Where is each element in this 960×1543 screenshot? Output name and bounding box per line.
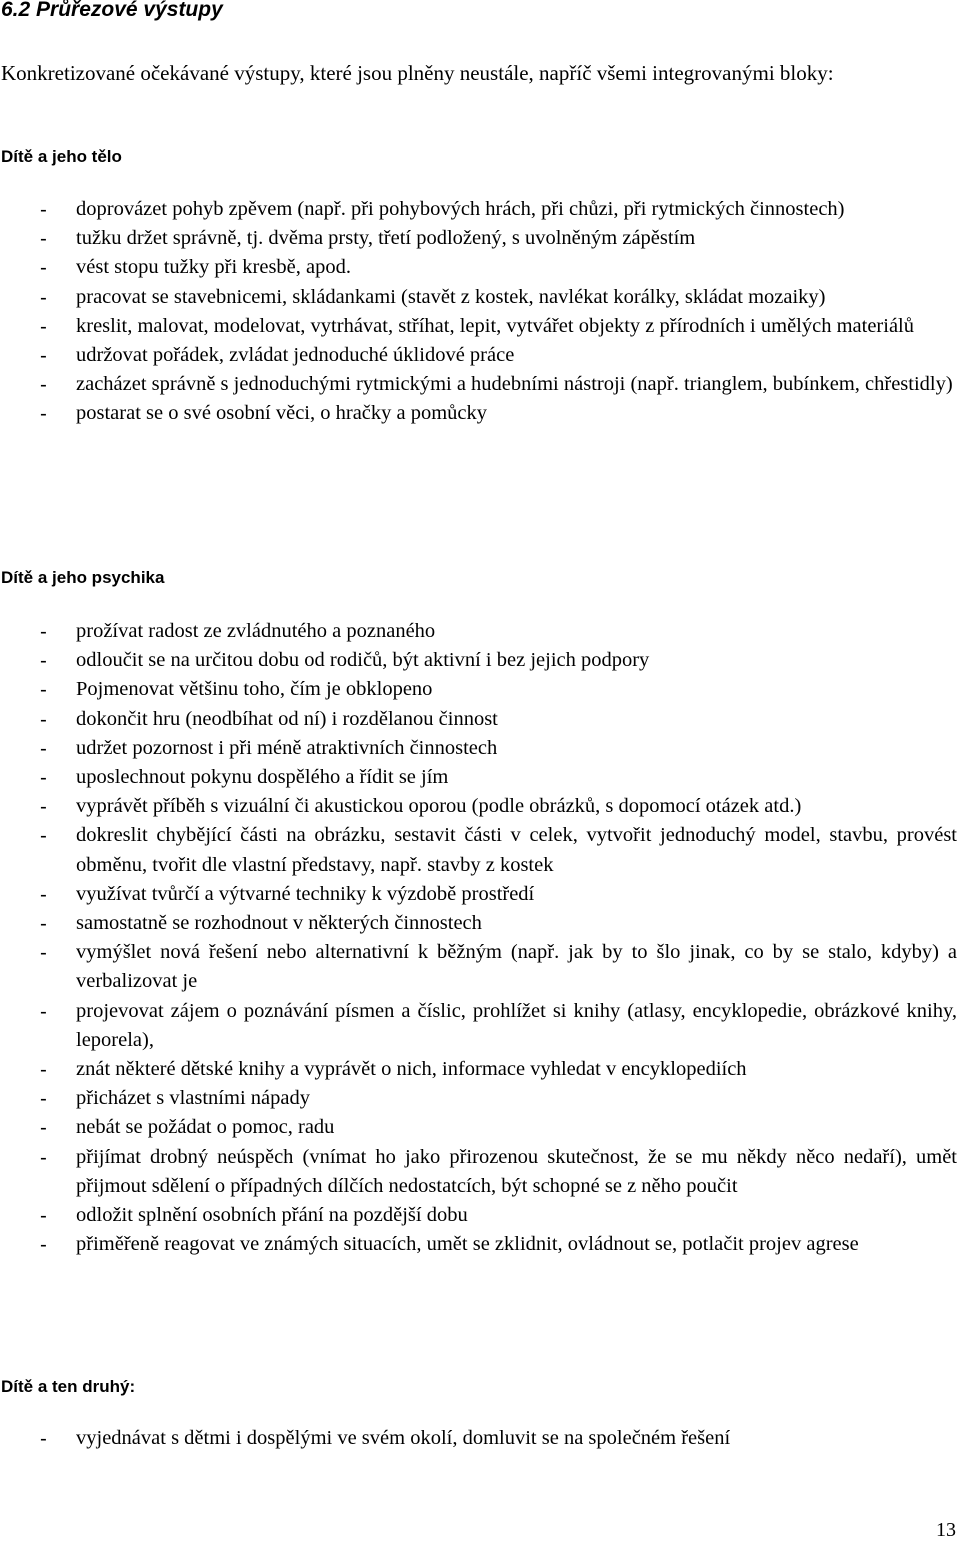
list-item — [0, 705, 957, 734]
list-item — [0, 253, 957, 282]
bullet-dash: - — [40, 1058, 47, 1082]
list-item-text: vymýšlet nová řešení nebo alternativní k běžným (např. jak by to šlo jinak, co by se stalo, kdyby) a verbalizovat je — [76, 941, 957, 993]
bullet-dash: - — [40, 402, 47, 426]
bullet-dash: - — [40, 678, 47, 702]
list-item — [0, 792, 957, 821]
list-item-text: přiměřeně reagovat ve známých situacích, umět se zklidnit, ovládnout se, potlačit projev agrese — [76, 1233, 859, 1256]
list-item-text: samostatně se rozhodnout v některých činnostech — [76, 912, 482, 935]
bullet-dash: - — [40, 1145, 47, 1169]
bullet-dash: - — [40, 1233, 47, 1257]
list-item-text: nebát se požádat o pomoc, radu — [76, 1116, 335, 1139]
bullet-dash: - — [40, 227, 47, 251]
list-item-text: zacházet správně s jednoduchými rytmickými a hudebními nástroji (např. trianglem, bubínkem, chřestidly) — [76, 373, 953, 396]
list-item — [0, 821, 957, 879]
list-item — [0, 646, 957, 675]
section-title: 6.2 Průřezové výstupy — [1, 0, 223, 21]
bullet-dash: - — [40, 1116, 47, 1140]
list-item — [0, 224, 957, 253]
bullet-dash: - — [40, 649, 47, 673]
bullet-dash: - — [40, 736, 47, 760]
list-item — [0, 341, 957, 370]
list-psyche — [0, 617, 957, 1259]
list-item-text: doprovázet pohyb zpěvem (např. při pohybových hrách, při chůzi, při rytmických činnostech) — [76, 198, 845, 220]
list-item-text: pracovat se stavebnicemi, skládankami (stavět z kostek, navlékat korálky, skládat mozaiky) — [76, 285, 826, 308]
bullet-dash: - — [40, 824, 47, 848]
list-item-text: prožívat radost ze zvládnutého a poznaného — [76, 620, 436, 642]
list-item-text: vést stopu tužky při kresbě, apod. — [76, 256, 351, 279]
bullet-dash: - — [40, 620, 47, 643]
list-item-text: přicházet s vlastními nápady — [76, 1087, 310, 1110]
bullet-dash: - — [40, 256, 47, 280]
list-item — [0, 734, 957, 763]
list-item-text: udržet pozornost i při méně atraktivních činnostech — [76, 736, 498, 759]
list-item — [0, 909, 957, 938]
list-item — [0, 1424, 957, 1453]
list-item — [0, 1143, 957, 1201]
list-item-text: postarat se o své osobní věci, o hračky a pomůcky — [76, 402, 488, 425]
bullet-dash: - — [40, 882, 47, 906]
bullet-dash: - — [40, 766, 47, 790]
list-item — [0, 1055, 957, 1084]
list-item — [0, 399, 957, 428]
list-item-text: kreslit, malovat, modelovat, vytrhávat, stříhat, lepit, vytvářet objekty z přírodních i umělých materiálů — [76, 314, 914, 337]
intro-paragraph: Konkretizované očekávané výstupy, které jsou plněny neustále, napříč všemi integrovanými bloky: — [1, 61, 834, 85]
subheading-psyche: Dítě a jeho psychika — [1, 568, 165, 587]
list-item — [0, 370, 957, 399]
list-item — [0, 997, 957, 1055]
list-item-text: dokreslit chybějící části na obrázku, sestavit části v celek, vytvořit jednoduchý model, stavbu, provést obměnu, tvořit dle vlastní představy, např. stavby z kostek — [76, 824, 957, 876]
list-item-text: odloučit se na určitou dobu od rodičů, být aktivní i bez jejich podpory — [76, 649, 650, 672]
list-body — [0, 195, 957, 429]
list-item — [0, 1084, 957, 1113]
bullet-dash: - — [40, 1427, 47, 1450]
list-item — [0, 675, 957, 704]
list-item — [0, 763, 957, 792]
list-item — [0, 938, 957, 996]
list-item — [0, 1230, 957, 1259]
bullet-dash: - — [40, 912, 47, 936]
bullet-dash: - — [40, 314, 47, 338]
bullet-dash: - — [40, 795, 47, 819]
list-item — [0, 195, 957, 224]
list-item-text: znát některé dětské knihy a vyprávět o nich, informace vyhledat v encyklopediích — [76, 1058, 747, 1081]
list-item — [0, 617, 957, 646]
list-item-text: přijímat drobný neúspěch (vnímat ho jako přirozenou skutečnost, že se mu někdy něco nedaří), umět přijmout sdělení o případných dílčích nedostatcích, být schopné se z něho poučit — [76, 1145, 957, 1197]
page-number: 13 — [936, 1519, 956, 1541]
list-item-text: vyjednávat s dětmi i dospělými ve svém okolí, domluvit se na společném řešení — [76, 1427, 731, 1449]
list-item — [0, 1113, 957, 1142]
list-item — [0, 880, 957, 909]
list-item — [0, 1201, 957, 1230]
list-item — [0, 312, 957, 341]
bullet-dash: - — [40, 707, 47, 731]
bullet-dash: - — [40, 1204, 47, 1228]
subheading-body: Dítě a jeho tělo — [1, 147, 122, 166]
bullet-dash: - — [40, 344, 47, 368]
bullet-dash: - — [40, 285, 47, 309]
list-item-text: udržovat pořádek, zvládat jednoduché úklidové práce — [76, 344, 515, 367]
list-item-text: dokončit hru (neodbíhat od ní) i rozdělanou činnost — [76, 707, 498, 730]
bullet-dash: - — [40, 373, 47, 397]
list-item — [0, 283, 957, 312]
list-item-text: vyprávět příběh s vizuální či akustickou oporou (podle obrázků, s dopomocí otázek atd.) — [76, 795, 802, 818]
bullet-dash: - — [40, 999, 47, 1023]
list-item-text: odložit splnění osobních přání na pozdější dobu — [76, 1204, 468, 1227]
list-item-text: uposlechnout pokynu dospělého a řídit se jím — [76, 766, 449, 789]
bullet-dash: - — [40, 1087, 47, 1111]
list-item-text: Pojmenovat většinu toho, čím je obklopeno — [76, 678, 433, 701]
list-others — [0, 1424, 957, 1453]
list-item-text: využívat tvůrčí a výtvarné techniky k výzdobě prostředí — [76, 882, 535, 905]
subheading-others: Dítě a ten druhý: — [1, 1377, 136, 1396]
list-item-text: projevovat zájem o poznávání písmen a číslic, prohlížet si knihy (atlasy, encyklopedie, obrázkové knihy, leporela), — [76, 999, 957, 1051]
list-item-text: tužku držet správně, tj. dvěma prsty, třetí podložený, s uvolněným zápěstím — [76, 227, 696, 250]
bullet-dash: - — [40, 198, 47, 221]
bullet-dash: - — [40, 941, 47, 965]
